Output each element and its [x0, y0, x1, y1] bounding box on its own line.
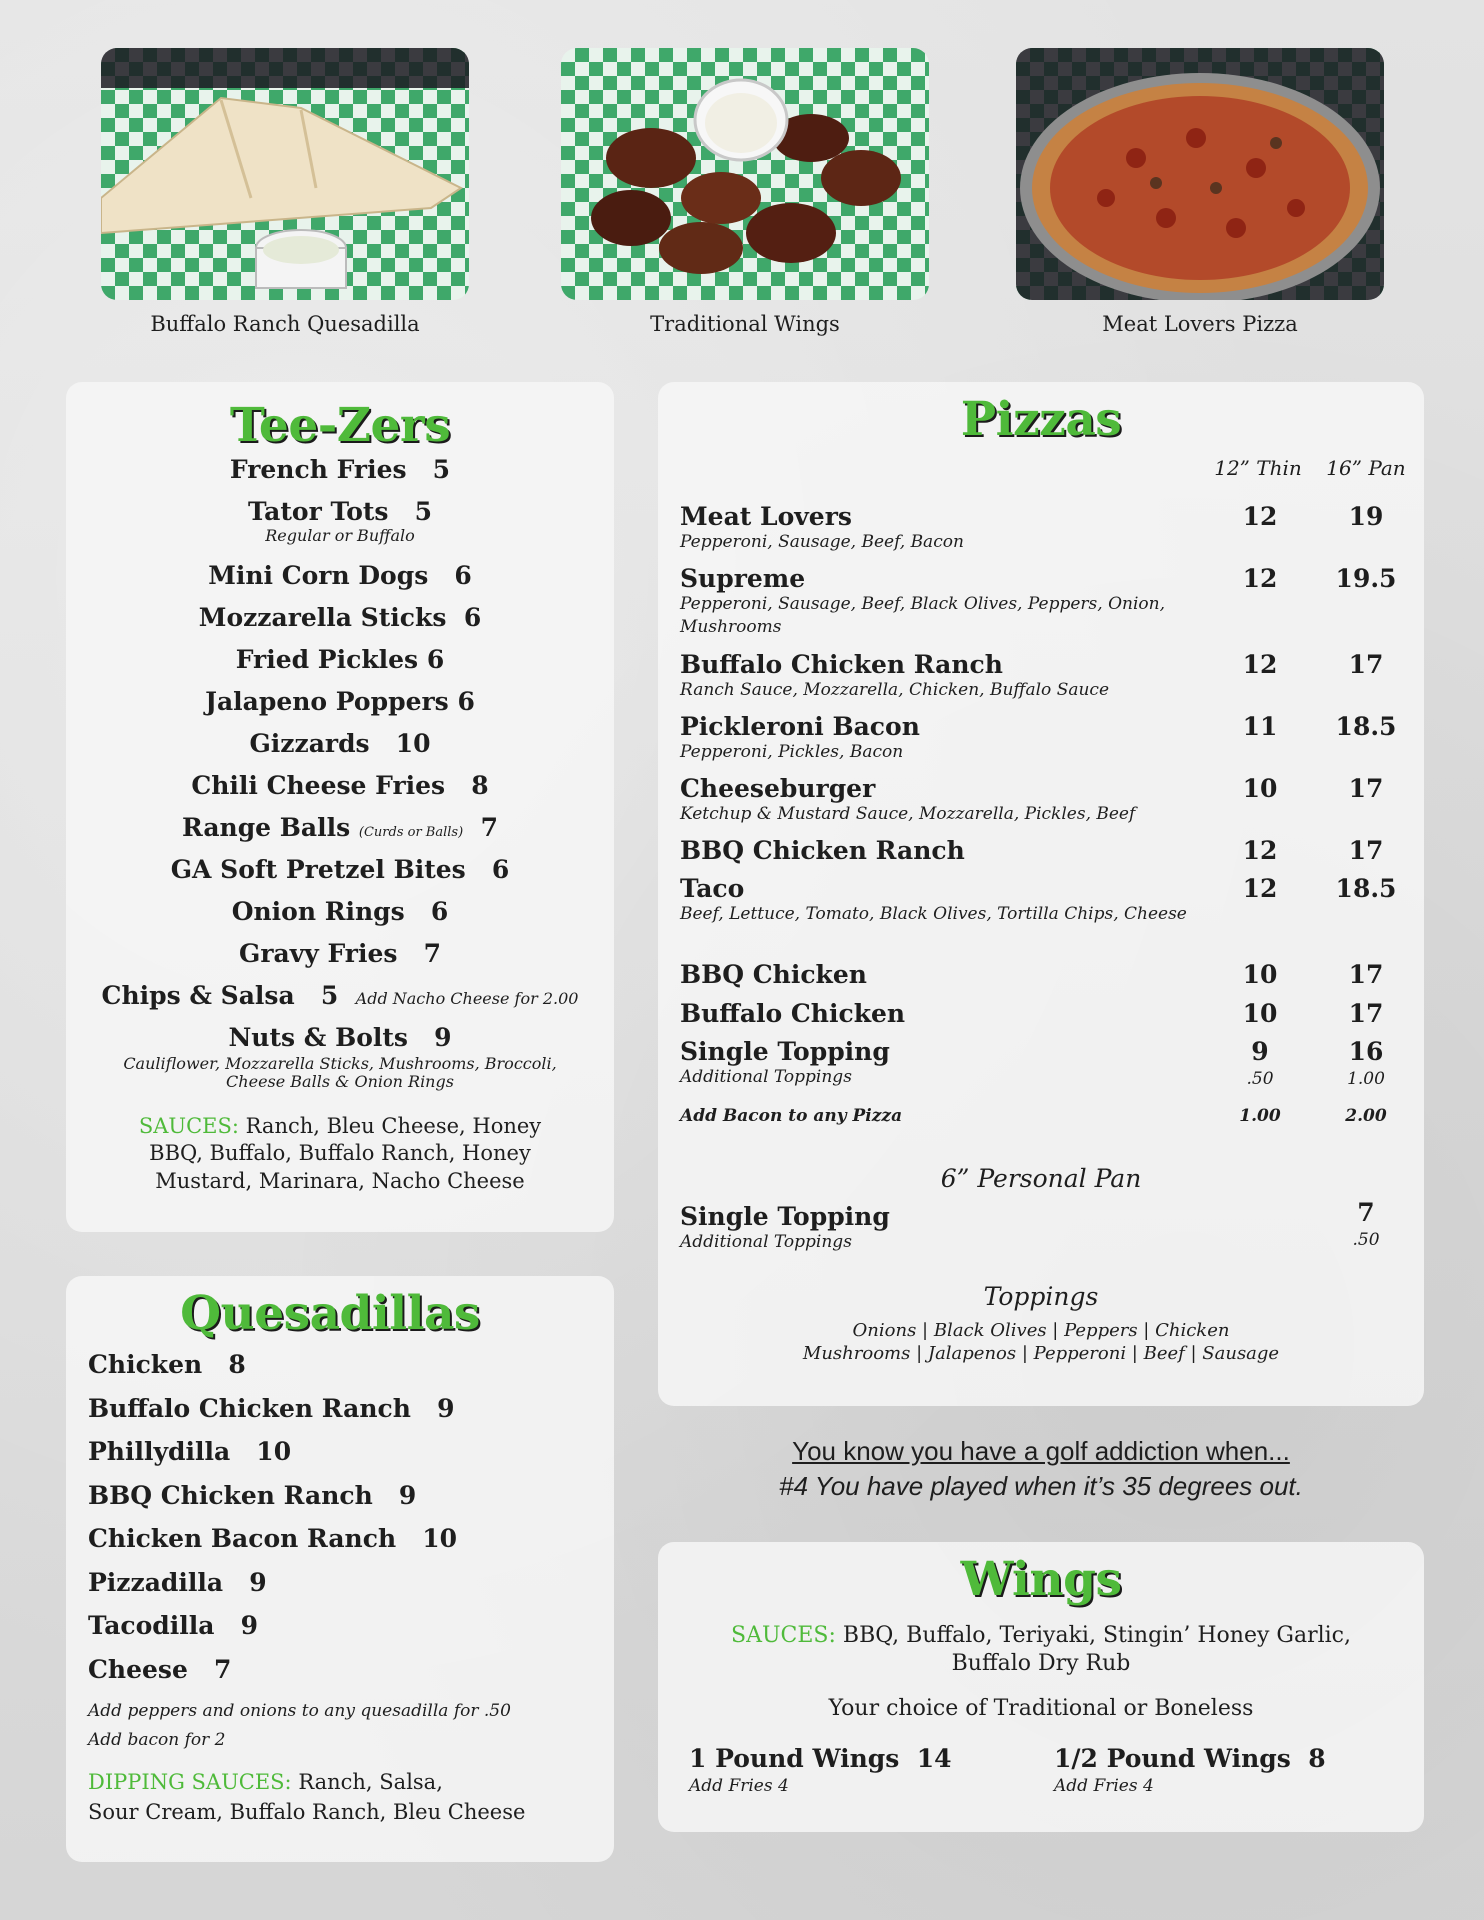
quesadilla-illustration — [101, 48, 469, 300]
menu-item: Mozzarella Sticks 6 — [198, 603, 482, 632]
wings-item: 1/2 Pound Wings 8 — [1054, 1744, 1326, 1773]
personal-pan-row: Single Topping Additional Toppings 7 .50 — [680, 1198, 1380, 1252]
toppings-title: Toppings — [983, 1282, 1099, 1311]
menu-item: Buffalo Chicken Ranch 9 — [88, 1393, 455, 1423]
photo-caption: Traditional Wings — [650, 312, 840, 336]
menu-item: GA Soft Pretzel Bites 6 — [170, 855, 510, 884]
pizzas-title: Pizzas — [960, 392, 1122, 447]
wings-sauces: SAUCES: BBQ, Buffalo, Teriyaki, Stingin’ Honey Garlic, Buffalo Dry Rub — [731, 1623, 1351, 1676]
wings-item: 1 Pound Wings 14 — [689, 1744, 952, 1773]
golf-joke-line1: You know you have a golf addiction when... — [792, 1436, 1290, 1466]
menu-item: Gizzards 10 — [249, 729, 431, 758]
wings-add-fries: Add Fries 4 — [1054, 1776, 1154, 1796]
personal-pan-title: 6” Personal Pan — [940, 1164, 1142, 1193]
pizza-row: Pickleroni Bacon Pepperoni, Pickles, Bacon 11 18.5 — [680, 712, 1397, 762]
pizza-row: Taco Beef, Lettuce, Tomato, Black Olives, Tortilla Chips, Cheese 12 18.5 — [680, 874, 1397, 924]
pizza-bacon-row: Add Bacon to any Pizza 1.00 2.00 — [680, 1106, 1387, 1126]
pizza-illustration — [1016, 48, 1384, 300]
menu-item: Fried Pickles 6 — [235, 645, 445, 674]
wings-illustration — [561, 48, 929, 300]
menu-item: Tacodilla 9 — [88, 1611, 259, 1640]
golf-joke — [658, 1436, 1424, 1502]
teezers-sauces: SAUCES: Ranch, Bleu Cheese, Honey BBQ, Buffalo, Buffalo Ranch, Honey Mustard, Marinara, Nacho Cheese — [138, 1114, 542, 1193]
menu-item: Onion Rings 6 — [231, 897, 449, 926]
menu-item: Jalapeno Poppers 6 — [205, 687, 475, 716]
dipping-sauces: DIPPING SAUCES: Ranch, Salsa, — [88, 1770, 443, 1794]
pizza-row: Buffalo Chicken Ranch Ranch Sauce, Mozzarella, Chicken, Buffalo Sauce 12 17 — [680, 650, 1384, 700]
quesadillas-section — [66, 1286, 614, 1827]
menu-item: Gravy Fries 7 — [239, 939, 441, 968]
quesadillas-title: Quesadillas — [180, 1286, 480, 1341]
pizza-row: Buffalo Chicken 10 17 — [680, 999, 1384, 1028]
menu-item: Chicken 8 — [88, 1350, 246, 1379]
menu-item-note: Cauliflower, Mozzarella Sticks, Mushrooms, Broccoli, Cheese Balls & Onion Rings — [123, 1054, 557, 1091]
pizza-row: BBQ Chicken Ranch 12 17 — [680, 836, 1384, 865]
col-header-pan: 16” Pan — [1326, 456, 1406, 480]
menu-item: Range Balls (Curds or Balls) 7 — [181, 813, 499, 842]
menu-item: Tator Tots 5 Regular or Buffalo — [66, 497, 614, 561]
wings-choice: Your choice of Traditional or Boneless — [828, 1696, 1254, 1721]
menu-item-note: (Curds or Balls) — [358, 825, 464, 840]
teezers-title: Tee-Zers — [229, 398, 451, 453]
menu-item: Chicken Bacon Ranch 10 — [88, 1524, 458, 1553]
pizza-row: Supreme Pepperoni, Sausage, Beef, Black Olives, Peppers, Onion, Mushrooms 12 19.5 — [680, 564, 1397, 637]
quesadilla-note: Add bacon for 2 — [88, 1730, 226, 1750]
menu-item-note: Regular or Buffalo — [265, 526, 415, 545]
menu-item: French Fries 5 — [229, 455, 451, 484]
dipping-sauces-line: Sour Cream, Buffalo Ranch, Bleu Cheese — [88, 1800, 526, 1824]
dipping-sauces-label: DIPPING SAUCES: — [88, 1770, 292, 1794]
menu-item: BBQ Chicken Ranch 9 — [88, 1480, 417, 1510]
photo-meat-lovers-pizza — [1016, 48, 1384, 300]
photo-traditional-wings — [561, 48, 929, 300]
pizza-row: Cheeseburger Ketchup & Mustard Sauce, Mozzarella, Pickles, Beef 10 17 — [680, 774, 1384, 824]
photo-buffalo-ranch-quesadilla — [101, 48, 469, 300]
sauces-label: SAUCES: — [138, 1114, 239, 1138]
teezers-section — [66, 398, 614, 1195]
wings-add-fries: Add Fries 4 — [689, 1776, 789, 1796]
toppings-list: Onions | Black Olives | Peppers | Chicken Mushrooms | Jalapenos | Pepperoni | Beef | Sausage — [802, 1320, 1280, 1364]
photo-caption: Meat Lovers Pizza — [1102, 312, 1298, 336]
col-header-thin: 12” Thin — [1214, 456, 1302, 480]
wings-title: Wings — [960, 1552, 1122, 1607]
menu-item: Cheese 7 — [88, 1654, 232, 1684]
menu-item: Pizzadilla 9 — [88, 1567, 267, 1597]
sauces-label: SAUCES: — [731, 1623, 836, 1648]
quesadilla-note: Add peppers and onions to any quesadilla for .50 — [88, 1701, 511, 1721]
menu-item: Chili Cheese Fries 8 — [191, 771, 489, 800]
golf-joke-line2: #4 You have played when it’s 35 degrees out. — [779, 1471, 1303, 1501]
menu-item: Phillydilla 10 — [88, 1437, 292, 1466]
menu-item: Nuts & Bolts 9 Cauliflower, Mozzarella Sticks, Mushrooms, Broccoli, Cheese Balls & Onion Rings — [66, 1023, 614, 1113]
pizza-row: Meat Lovers Pepperoni, Sausage, Beef, Bacon 12 19 — [680, 502, 1384, 552]
pizza-row: BBQ Chicken 10 17 — [680, 960, 1384, 989]
menu-item-note: Add Nacho Cheese for 2.00 — [355, 989, 579, 1008]
menu-item: Chips & Salsa 5 Add Nacho Cheese for 2.00 — [101, 981, 579, 1010]
menu-item: Mini Corn Dogs 6 — [208, 561, 472, 590]
photo-caption: Buffalo Ranch Quesadilla — [150, 312, 420, 336]
pizza-row: Single Topping Additional Toppings 9 16 .50 1.00 — [680, 1037, 1385, 1089]
